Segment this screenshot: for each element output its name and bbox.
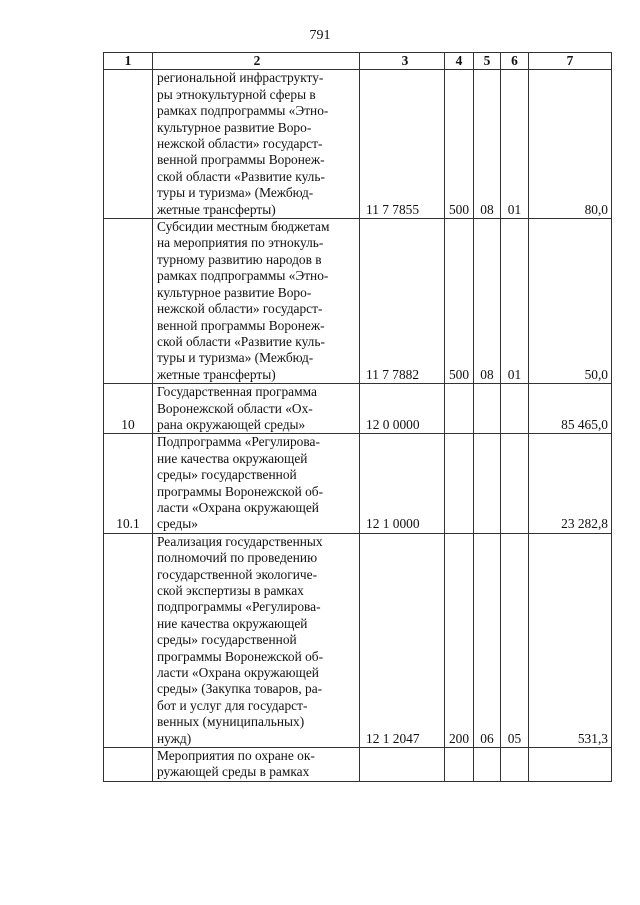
amount: 23 282,8 [529,434,612,533]
expense-type: 200 [445,533,474,747]
target-code: 12 0 0000 [360,384,445,434]
header-col-4: 4 [445,53,474,70]
row-number: 10 [104,384,153,434]
row-description [153,70,360,219]
header-col-5: 5 [474,53,501,70]
description-line: ние качества окружающей [157,450,308,466]
amount: 531,3 [529,533,612,747]
table-row [104,219,612,384]
description-line: нежской области» государст- [157,301,323,317]
description-line: Реализация государственных [157,533,323,549]
amount: 85 465,0 [529,384,612,434]
description-line: среды» государственной [157,632,297,648]
description-line: ласти «Охрана окружающей [157,499,319,515]
description-line: турному развитию народов в [157,251,322,267]
section-code: 08 [474,70,501,219]
section-code: 08 [474,219,501,384]
description-line: венной программы Воронеж- [157,152,325,168]
expense-type [445,384,474,434]
header-col-3: 3 [360,53,445,70]
description-line: туры и туризма» (Межбюд- [157,185,314,201]
description-line: Воронежской области «Ох- [157,400,313,416]
header-col-6: 6 [501,53,529,70]
description-line: региональной инфраструкту- [157,70,324,86]
target-code: 12 1 2047 [360,533,445,747]
subsection-code: 01 [501,70,529,219]
header-col-1: 1 [104,53,153,70]
budget-table [103,52,612,782]
description-line: среды» государственной [157,467,297,483]
row-number [104,533,153,747]
row-number [104,219,153,384]
description-line: ской экспертизы в рамках [157,583,304,598]
table-row [104,434,612,533]
description-line: нужд) [157,730,192,746]
expense-type [445,748,474,782]
description-line: ружающей среды в рамках [157,764,310,780]
subsection-code: 01 [501,219,529,384]
amount: 80,0 [529,70,612,219]
description-line: рамках подпрограммы «Этно- [157,268,329,284]
description-line: ласти «Охрана окружающей [157,665,319,681]
description-line: среды» (Закупка товаров, ра- [157,681,323,697]
description-line: рана окружающей среды» [157,416,306,432]
subsection-code [501,384,529,434]
description-line: ской области «Развитие куль- [157,333,325,349]
row-description [153,533,360,747]
description-line: государственной экологиче- [157,566,318,582]
description-line: венных (муниципальных) [157,714,305,730]
amount [529,748,612,782]
description-line: венной программы Воронеж- [157,317,325,333]
description-line: ры этнокультурной сферы в [157,86,316,102]
subsection-code [501,748,529,782]
row-number [104,748,153,782]
header-col-2: 2 [153,53,360,70]
description-line: рамках подпрограммы «Этно- [157,103,329,119]
header-row [104,53,612,70]
target-code [360,748,445,782]
target-code: 11 7 7882 [360,219,445,384]
description-line: программы Воронежской об- [157,648,324,664]
description-line: жетные трансферты) [157,366,276,382]
description-line: на мероприятия по этнокуль- [157,235,324,251]
row-number [104,70,153,219]
table-row [104,533,612,747]
description-line: среды» [157,516,198,532]
description-line: Субсидии местным бюджетам [157,219,330,235]
description-line: нежской области» государст- [157,136,323,152]
description-line: Государственная программа [157,384,317,400]
subsection-code: 05 [501,533,529,747]
row-number: 10.1 [104,434,153,533]
header-col-7: 7 [529,53,612,70]
target-code: 12 1 0000 [360,434,445,533]
subsection-code [501,434,529,533]
description-line: бот и услуг для государст- [157,697,308,713]
amount: 50,0 [529,219,612,384]
description-line: культурное развитие Воро- [157,284,312,300]
row-description [153,384,360,434]
description-line: ние качества окружающей [157,615,308,631]
table-row [104,748,612,782]
table-row [104,384,612,434]
description-line: программы Воронежской об- [157,483,324,499]
section-code [474,384,501,434]
description-line: полномочий по проведению [157,550,318,566]
expense-type [445,434,474,533]
page-number: 791 [309,28,331,43]
description-line: туры и туризма» (Межбюд- [157,350,314,366]
expense-type: 500 [445,219,474,384]
section-code: 06 [474,533,501,747]
description-line: ской области «Развитие куль- [157,168,325,184]
section-code [474,748,501,782]
description-line: Подпрограмма «Регулирова- [157,434,320,450]
description-line: жетные трансферты) [157,201,276,217]
row-description [153,748,360,782]
description-line: подпрограммы «Регулирова- [157,599,321,615]
table-row [104,70,612,219]
description-line: Мероприятия по охране ок- [157,748,315,764]
row-description [153,434,360,533]
expense-type: 500 [445,70,474,219]
section-code [474,434,501,533]
table-body [104,70,612,781]
description-line: культурное развитие Воро- [157,119,312,135]
row-description [153,219,360,384]
target-code: 11 7 7855 [360,70,445,219]
